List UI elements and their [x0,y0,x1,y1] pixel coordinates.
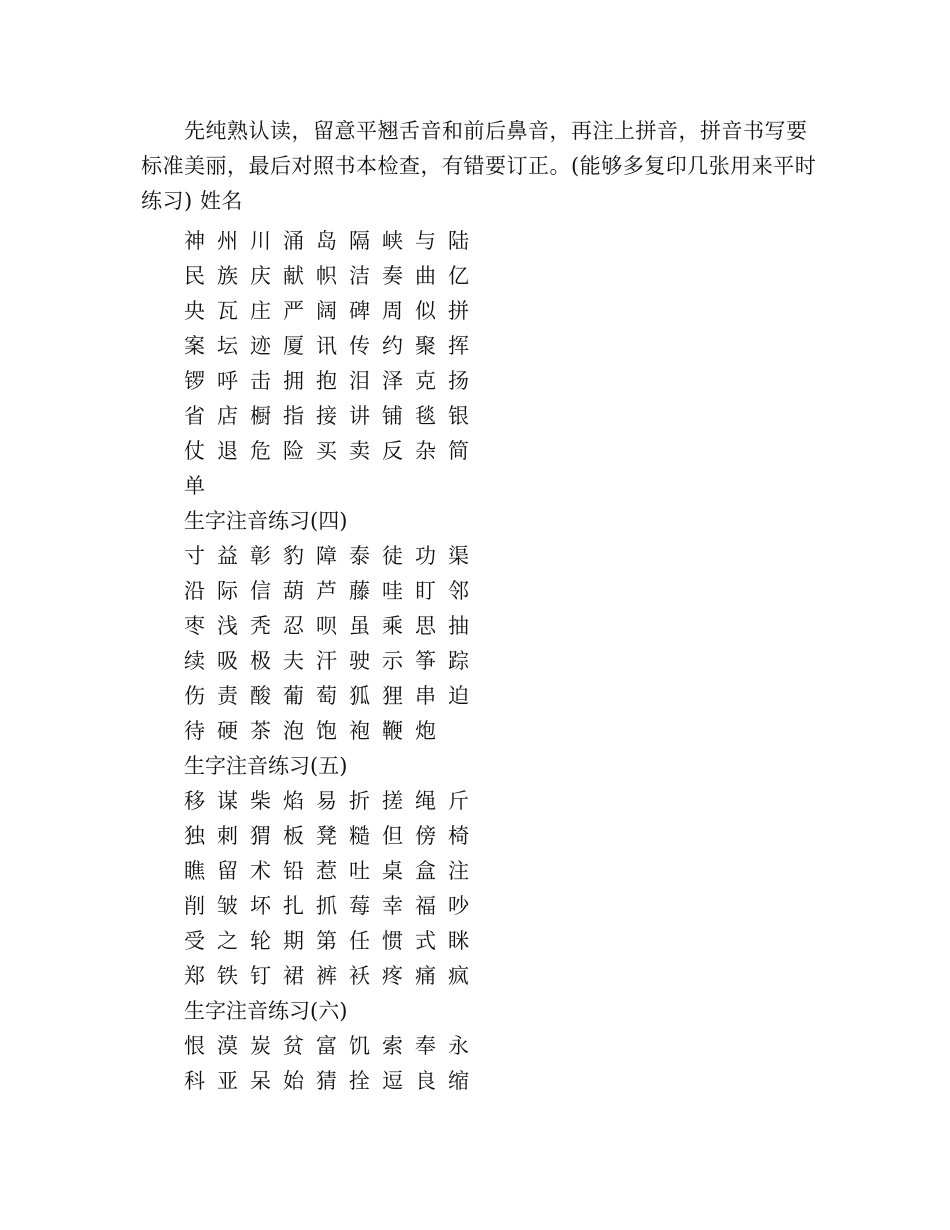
practice-character: 帜 [316,264,337,288]
practice-character: 芦 [316,579,337,603]
practice-character: 极 [250,649,271,673]
practice-character: 萄 [316,684,337,708]
practice-character: 沿 [184,579,205,603]
practice-character: 瓦 [217,299,238,323]
practice-character: 豹 [283,544,304,568]
practice-character: 银 [448,404,469,428]
practice-character: 曲 [415,264,436,288]
practice-character: 吐 [349,859,370,883]
character-row [184,889,481,924]
practice-character: 奏 [382,264,403,288]
practice-character: 期 [283,929,304,953]
practice-character: 搓 [382,789,403,813]
practice-character: 克 [415,369,436,393]
practice-character: 吵 [448,894,469,918]
practice-character: 夫 [283,649,304,673]
practice-character: 椅 [448,824,469,848]
practice-character: 责 [217,684,238,708]
practice-character: 谋 [217,789,238,813]
practice-character: 柴 [250,789,271,813]
practice-character: 袍 [349,719,370,743]
practice-character: 思 [415,614,436,638]
practice-character: 央 [184,299,205,323]
practice-character: 指 [283,404,304,428]
practice-character: 际 [217,579,238,603]
practice-character: 迫 [448,684,469,708]
practice-character: 拥 [283,369,304,393]
practice-character: 坏 [250,894,271,918]
practice-character: 但 [382,824,403,848]
character-row [184,1064,481,1099]
practice-character: 接 [316,404,337,428]
practice-character: 案 [184,334,205,358]
character-row [184,364,481,399]
practice-character: 盒 [415,859,436,883]
practice-character: 索 [382,1034,403,1058]
practice-character: 川 [250,229,271,253]
practice-character: 狸 [382,684,403,708]
practice-character: 逗 [382,1069,403,1093]
character-row [184,294,481,329]
practice-character: 任 [349,929,370,953]
practice-character: 傍 [415,824,436,848]
practice-character: 皱 [217,894,238,918]
practice-character: 哇 [382,579,403,603]
practice-character: 袄 [349,964,370,988]
practice-character: 虽 [349,614,370,638]
character-row [184,1029,481,1064]
practice-character: 富 [316,1034,337,1058]
practice-character: 式 [415,929,436,953]
practice-character: 焰 [283,789,304,813]
practice-character: 涌 [283,229,304,253]
practice-character: 挥 [448,334,469,358]
practice-character: 店 [217,404,238,428]
practice-character: 眯 [448,929,469,953]
practice-character: 周 [382,299,403,323]
practice-character: 福 [415,894,436,918]
practice-character: 坛 [217,334,238,358]
practice-character: 渠 [448,544,469,568]
practice-character: 讯 [316,334,337,358]
practice-character: 岛 [316,229,337,253]
practice-character: 浅 [217,614,238,638]
practice-character: 泡 [283,719,304,743]
practice-character: 折 [349,789,370,813]
practice-character: 单 [184,474,205,498]
practice-character: 寸 [184,544,205,568]
practice-character: 呆 [250,1069,271,1093]
practice-character: 省 [184,404,205,428]
practice-character: 茶 [250,719,271,743]
practice-character: 之 [217,929,238,953]
character-row [184,434,481,469]
practice-character: 移 [184,789,205,813]
practice-character: 碑 [349,299,370,323]
practice-character: 痛 [415,964,436,988]
character-row [184,469,481,504]
practice-character: 族 [217,264,238,288]
practice-character: 刺 [217,824,238,848]
practice-character: 险 [283,439,304,463]
practice-character: 简 [448,439,469,463]
practice-character: 亚 [217,1069,238,1093]
practice-character: 扬 [448,369,469,393]
practice-character: 庆 [250,264,271,288]
character-row [184,714,481,749]
instructions-paragraph: 先纯熟认读，留意平翘舌音和前后鼻音，再注上拼音，拼音书写要标准美丽，最后对照书本检查，有错要订正。(能够多复印几张用来平时练习) 姓名 [141,119,817,213]
practice-character: 裤 [316,964,337,988]
practice-character: 仗 [184,439,205,463]
character-row [184,609,481,644]
practice-character: 糙 [349,824,370,848]
practice-character: 锣 [184,369,205,393]
practice-character: 秃 [250,614,271,638]
practice-character: 徒 [382,544,403,568]
practice-character: 疼 [382,964,403,988]
practice-character: 幸 [382,894,403,918]
practice-character: 始 [283,1069,304,1093]
practice-character: 信 [250,579,271,603]
practice-character: 独 [184,824,205,848]
practice-character: 约 [382,334,403,358]
practice-character: 狐 [349,684,370,708]
practice-character: 彰 [250,544,271,568]
practice-character: 待 [184,719,205,743]
practice-character: 炮 [415,719,436,743]
practice-character: 呗 [316,614,337,638]
practice-character: 注 [448,859,469,883]
practice-character: 民 [184,264,205,288]
practice-character: 州 [217,229,238,253]
practice-character: 易 [316,789,337,813]
practice-character: 莓 [349,894,370,918]
practice-character: 葫 [283,579,304,603]
practice-character: 泪 [349,369,370,393]
practice-character: 忍 [283,614,304,638]
practice-character: 阔 [316,299,337,323]
practice-character: 饥 [349,1034,370,1058]
character-row [184,924,481,959]
practice-character: 瞧 [184,859,205,883]
practice-character: 踪 [448,649,469,673]
practice-character: 炭 [250,1034,271,1058]
practice-character: 神 [184,229,205,253]
section-heading: 生字注音练习(五) [184,754,348,778]
character-row [184,224,481,259]
practice-character: 术 [250,859,271,883]
practice-character: 斤 [448,789,469,813]
character-row [184,679,481,714]
practice-character: 猬 [250,824,271,848]
practice-character: 庄 [250,299,271,323]
practice-character: 第 [316,929,337,953]
practice-character: 铁 [217,964,238,988]
practice-character: 买 [316,439,337,463]
practice-character: 郑 [184,964,205,988]
practice-character: 惯 [382,929,403,953]
practice-character: 传 [349,334,370,358]
practice-character: 功 [415,544,436,568]
practice-character: 枣 [184,614,205,638]
practice-character: 危 [250,439,271,463]
practice-character: 凳 [316,824,337,848]
practice-character: 严 [283,299,304,323]
practice-character: 峡 [382,229,403,253]
practice-character: 绳 [415,789,436,813]
practice-character: 钉 [250,964,271,988]
character-row [184,539,481,574]
practice-character: 泰 [349,544,370,568]
practice-character: 示 [382,649,403,673]
practice-character: 轮 [250,929,271,953]
practice-character: 续 [184,649,205,673]
practice-character: 科 [184,1069,205,1093]
practice-character: 伤 [184,684,205,708]
character-row [184,574,481,609]
practice-character: 贫 [283,1034,304,1058]
section-heading: 生字注音练习(四) [184,509,348,533]
practice-character: 反 [382,439,403,463]
practice-character: 乘 [382,614,403,638]
practice-character: 桌 [382,859,403,883]
practice-character: 惹 [316,859,337,883]
practice-character: 奉 [415,1034,436,1058]
practice-character: 陆 [448,229,469,253]
practice-character: 障 [316,544,337,568]
practice-character: 驶 [349,649,370,673]
practice-character: 猜 [316,1069,337,1093]
character-row [184,644,481,679]
practice-character: 盯 [415,579,436,603]
practice-character: 抓 [316,894,337,918]
character-row [184,329,481,364]
practice-character: 裙 [283,964,304,988]
character-row [184,959,481,994]
practice-character: 疯 [448,964,469,988]
practice-character: 邻 [448,579,469,603]
practice-character: 毯 [415,404,436,428]
practice-character: 铺 [382,404,403,428]
practice-character: 酸 [250,684,271,708]
practice-character: 拴 [349,1069,370,1093]
practice-character: 橱 [250,404,271,428]
practice-character: 削 [184,894,205,918]
practice-character: 献 [283,264,304,288]
practice-character: 藤 [349,579,370,603]
practice-character: 益 [217,544,238,568]
practice-character: 吸 [217,649,238,673]
character-practice-list [184,224,481,1099]
practice-character: 筝 [415,649,436,673]
practice-character: 良 [415,1069,436,1093]
practice-character: 受 [184,929,205,953]
practice-character: 串 [415,684,436,708]
practice-character: 葡 [283,684,304,708]
practice-character: 聚 [415,334,436,358]
practice-character: 饱 [316,719,337,743]
practice-character: 隔 [349,229,370,253]
character-row [184,399,481,434]
character-row [184,854,481,889]
practice-character: 抽 [448,614,469,638]
practice-character: 板 [283,824,304,848]
practice-character: 击 [250,369,271,393]
practice-character: 呼 [217,369,238,393]
practice-character: 泽 [382,369,403,393]
character-row [184,784,481,819]
practice-character: 恨 [184,1034,205,1058]
practice-character: 亿 [448,264,469,288]
practice-character: 铅 [283,859,304,883]
practice-character: 似 [415,299,436,323]
practice-character: 退 [217,439,238,463]
practice-character: 迹 [250,334,271,358]
practice-character: 抱 [316,369,337,393]
practice-character: 硬 [217,719,238,743]
practice-character: 留 [217,859,238,883]
practice-character: 洁 [349,264,370,288]
practice-character: 与 [415,229,436,253]
practice-character: 永 [448,1034,469,1058]
practice-character: 厦 [283,334,304,358]
practice-character: 拼 [448,299,469,323]
practice-character: 扎 [283,894,304,918]
character-row [184,259,481,294]
practice-character: 鞭 [382,719,403,743]
practice-character: 缩 [448,1069,469,1093]
section-heading: 生字注音练习(六) [184,999,348,1023]
character-row [184,819,481,854]
practice-character: 讲 [349,404,370,428]
practice-character: 卖 [349,439,370,463]
practice-character: 杂 [415,439,436,463]
practice-character: 漠 [217,1034,238,1058]
practice-character: 汗 [316,649,337,673]
